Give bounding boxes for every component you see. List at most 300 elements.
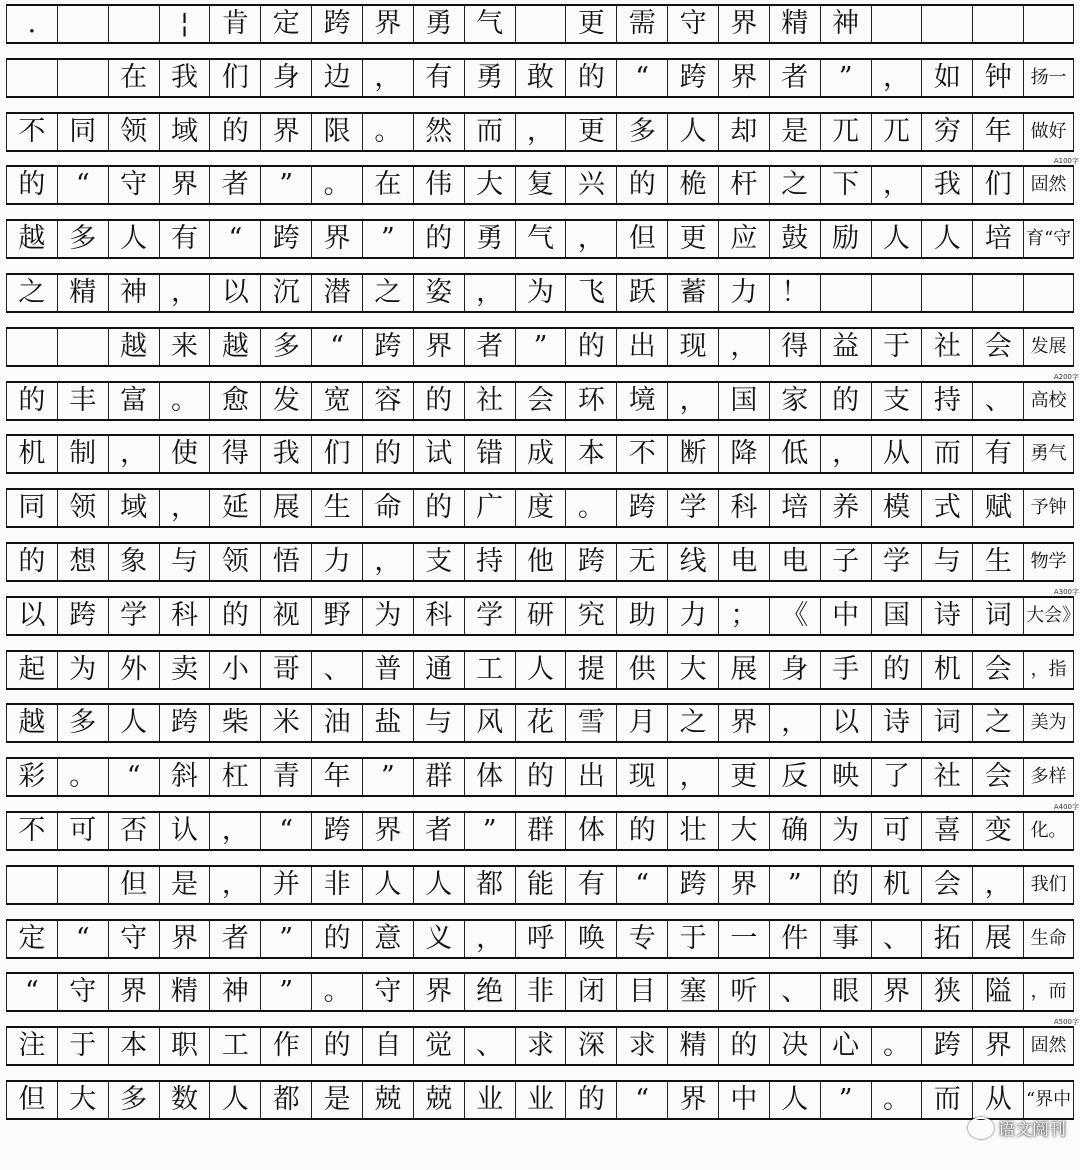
grid-cell: 精 [57, 275, 108, 311]
text-row [6, 542, 1074, 582]
grid-cell: 守 [362, 974, 413, 1010]
grid-cell: 以 [209, 275, 260, 311]
grid-cell: 展 [718, 652, 769, 688]
grid-cell: 是 [159, 867, 210, 903]
grid-cell: 唤 [565, 921, 616, 957]
grid-cell: “ [6, 974, 57, 1010]
grid-cell: ，指 [1023, 652, 1074, 688]
grid-cell: 展 [260, 490, 311, 526]
text-row [6, 381, 1074, 421]
word-count-mark: A100字 [1053, 157, 1079, 166]
grid-cell: 映 [820, 759, 871, 795]
grid-cell [6, 867, 57, 903]
grid-cell: 持 [921, 383, 972, 419]
grid-cell: 眼 [820, 974, 871, 1010]
text-row [6, 919, 1074, 959]
grid-cell: 域 [159, 114, 210, 150]
grid-cell: 的 [616, 167, 667, 203]
grid-cell: 之 [972, 705, 1023, 741]
grid-cell: 于 [667, 921, 718, 957]
grid-cell: 而 [921, 436, 972, 472]
grid-cell: “ [616, 867, 667, 903]
grid-cell: 之 [769, 167, 820, 203]
grid-cell: 都 [464, 867, 515, 903]
grid-cell: 一 [718, 921, 769, 957]
grid-cell: 研 [515, 598, 566, 634]
grid-cell: 手 [820, 652, 871, 688]
grid-cell: 社 [921, 759, 972, 795]
grid-cell: 越 [108, 329, 159, 365]
grid-cell: 于 [57, 1028, 108, 1064]
grid-cell: 者 [413, 813, 464, 849]
grid-cell: 彩 [6, 759, 57, 795]
grid-cell: 求 [515, 1028, 566, 1064]
grid-cell: 的 [413, 383, 464, 419]
grid-cell: ， [718, 329, 769, 365]
grid-cell: 延 [209, 490, 260, 526]
grid-cell: 但 [6, 1082, 57, 1118]
grid-cell: 青 [260, 759, 311, 795]
grid-cell: 赋 [972, 490, 1023, 526]
grid-cell: 反 [769, 759, 820, 795]
grid-cell: 兢 [413, 1082, 464, 1118]
grid-cell: 家 [769, 383, 820, 419]
grid-cell: 确 [769, 813, 820, 849]
grid-cell: 培 [769, 490, 820, 526]
grid-cell: 越 [6, 221, 57, 257]
grid-cell: 壮 [667, 813, 718, 849]
grid-cell: 社 [464, 383, 515, 419]
grid-cell: ” [260, 921, 311, 957]
grid-cell: 是 [311, 1082, 362, 1118]
text-row [6, 327, 1074, 367]
grid-cell: 普 [362, 652, 413, 688]
grid-cell: ， [108, 436, 159, 472]
grid-cell: 喜 [921, 813, 972, 849]
grid-cell: 科 [159, 598, 210, 634]
grid-cell: 视 [260, 598, 311, 634]
grid-cell [57, 6, 108, 42]
grid-cell: ” [260, 974, 311, 1010]
text-row [6, 596, 1074, 636]
grid-cell: 界 [718, 60, 769, 96]
grid-cell: ” [362, 221, 413, 257]
grid-cell: 盐 [362, 705, 413, 741]
grid-cell: 《 [769, 598, 820, 634]
grid-cell: 通 [413, 652, 464, 688]
grid-cell: 都 [260, 1082, 311, 1118]
grid-cell: ， [209, 867, 260, 903]
grid-cell: 穷 [921, 114, 972, 150]
grid-cell: 的 [362, 436, 413, 472]
grid-cell: 、 [311, 652, 362, 688]
wechat-icon [968, 1117, 994, 1139]
grid-cell [921, 6, 972, 42]
watermark [968, 1115, 1066, 1140]
grid-cell: 勇气 [1023, 436, 1074, 472]
grid-cell: ； [718, 598, 769, 634]
grid-cell: 机 [6, 436, 57, 472]
grid-cell: 不 [616, 436, 667, 472]
grid-cell: 姿 [413, 275, 464, 311]
grid-cell: ” [362, 759, 413, 795]
grid-cell: 听 [718, 974, 769, 1010]
grid-cell: 肯 [209, 6, 260, 42]
grid-cell: 否 [108, 813, 159, 849]
grid-cell: 的 [413, 490, 464, 526]
grid-cell: 化。 [1023, 813, 1074, 849]
grid-cell: 中 [820, 598, 871, 634]
grid-cell: 自 [362, 1028, 413, 1064]
grid-cell: 哥 [260, 652, 311, 688]
title-row [6, 4, 1074, 44]
grid-cell: “ [108, 759, 159, 795]
grid-cell: ， [464, 275, 515, 311]
grid-cell: 者 [464, 329, 515, 365]
grid-cell: 工 [464, 652, 515, 688]
text-row [6, 757, 1074, 797]
grid-cell: 者 [209, 921, 260, 957]
grid-cell: 宽 [311, 383, 362, 419]
grid-cell: 的 [6, 544, 57, 580]
grid-cell: 无 [616, 544, 667, 580]
grid-cell: 社 [921, 329, 972, 365]
grid-cell: 桅 [667, 167, 718, 203]
grid-cell: 觉 [413, 1028, 464, 1064]
grid-cell: 之 [6, 275, 57, 311]
grid-cell: 神 [108, 275, 159, 311]
text-row [6, 273, 1074, 313]
grid-cell: 子 [820, 544, 871, 580]
grid-cell: ” [515, 329, 566, 365]
grid-cell [1023, 275, 1074, 311]
grid-cell: 从 [871, 436, 922, 472]
grid-cell: 柴 [209, 705, 260, 741]
grid-cell: 闭 [565, 974, 616, 1010]
grid-cell: 电 [718, 544, 769, 580]
grid-cell: 。 [311, 167, 362, 203]
grid-cell: 勇 [413, 6, 464, 42]
grid-cell: 悟 [260, 544, 311, 580]
grid-cell: 培 [972, 221, 1023, 257]
grid-cell: “ [209, 221, 260, 257]
grid-cell: 界 [159, 921, 210, 957]
text-row [6, 1080, 1074, 1120]
grid-cell: 学 [667, 490, 718, 526]
grid-cell: 持 [464, 544, 515, 580]
text-row [6, 488, 1074, 528]
grid-cell: 励 [820, 221, 871, 257]
grid-cell: 多 [108, 1082, 159, 1118]
grid-cell: 不 [6, 114, 57, 150]
grid-cell: 心 [820, 1028, 871, 1064]
grid-cell: ， [565, 221, 616, 257]
grid-cell: ， [667, 759, 718, 795]
grid-cell: 限 [311, 114, 362, 150]
grid-cell: 雪 [565, 705, 616, 741]
grid-cell: 的 [209, 114, 260, 150]
grid-cell: 认 [159, 813, 210, 849]
grid-cell: 精 [769, 6, 820, 42]
grid-cell: 命 [362, 490, 413, 526]
grid-cell: 飞 [565, 275, 616, 311]
grid-cell: 跨 [362, 329, 413, 365]
grid-cell: 的 [209, 598, 260, 634]
grid-cell: 并 [260, 867, 311, 903]
grid-cell: 的 [718, 1028, 769, 1064]
grid-cell: 于 [871, 329, 922, 365]
grid-cell: 作 [260, 1028, 311, 1064]
grid-cell: 斜 [159, 759, 210, 795]
grid-cell: 力 [718, 275, 769, 311]
grid-cell: 钟 [972, 60, 1023, 96]
grid-cell: 制 [57, 436, 108, 472]
grid-cell: 会 [515, 383, 566, 419]
grid-cell: 的 [871, 652, 922, 688]
grid-cell: 富 [108, 383, 159, 419]
grid-cell: 、 [871, 921, 922, 957]
grid-cell: 生 [311, 490, 362, 526]
grid-cell: 跃 [616, 275, 667, 311]
text-row [6, 165, 1074, 205]
grid-cell: 度 [515, 490, 566, 526]
watermark-text: 语文阅刊 [998, 1120, 1066, 1140]
grid-cell: 究 [565, 598, 616, 634]
grid-cell: 养 [820, 490, 871, 526]
grid-cell: 。 [57, 759, 108, 795]
grid-cell: 以 [820, 705, 871, 741]
grid-cell: 守 [667, 6, 718, 42]
grid-cell: “ [260, 813, 311, 849]
grid-cell: “界中 [1023, 1082, 1074, 1118]
grid-cell: ” [769, 867, 820, 903]
grid-cell: 界 [311, 221, 362, 257]
grid-cell: 物学 [1023, 544, 1074, 580]
grid-cell: 鼓 [769, 221, 820, 257]
grid-cell: “ [616, 1082, 667, 1118]
grid-cell: 得 [209, 436, 260, 472]
grid-cell: 丰 [57, 383, 108, 419]
grid-cell: 更 [718, 759, 769, 795]
grid-cell: 广 [464, 490, 515, 526]
grid-cell: 人 [209, 1082, 260, 1118]
grid-cell: 风 [464, 705, 515, 741]
grid-cell: 有 [565, 867, 616, 903]
grid-cell: 不 [6, 813, 57, 849]
grid-cell: 同 [57, 114, 108, 150]
grid-cell: 会 [972, 329, 1023, 365]
grid-cell: 界 [871, 974, 922, 1010]
grid-cell: 发 [260, 383, 311, 419]
grid-cell: 他 [515, 544, 566, 580]
grid-cell: 多样 [1023, 759, 1074, 795]
grid-cell: 的 [6, 167, 57, 203]
grid-cell: 为 [362, 598, 413, 634]
grid-cell: 职 [159, 1028, 210, 1064]
grid-cell: ， [972, 867, 1023, 903]
grid-cell: 沉 [260, 275, 311, 311]
text-row [6, 811, 1074, 851]
grid-cell: 领 [108, 114, 159, 150]
grid-cell: . [6, 6, 57, 42]
grid-cell: 。 [311, 974, 362, 1010]
grid-cell: 断 [667, 436, 718, 472]
grid-cell: 能 [515, 867, 566, 903]
grid-cell: 做好 [1023, 114, 1074, 150]
grid-cell: 兀 [871, 114, 922, 150]
grid-cell: 义 [413, 921, 464, 957]
grid-cell: ， [362, 60, 413, 96]
grid-cell: 人 [108, 705, 159, 741]
grid-cell: 。 [871, 1082, 922, 1118]
grid-cell: 兀 [820, 114, 871, 150]
grid-cell: 边 [311, 60, 362, 96]
grid-cell: 。 [565, 490, 616, 526]
grid-cell: 气 [515, 221, 566, 257]
grid-cell: 我 [921, 167, 972, 203]
grid-cell: 人 [769, 1082, 820, 1118]
grid-cell: 人 [871, 221, 922, 257]
grid-cell: 在 [108, 60, 159, 96]
grid-cell: 了 [871, 759, 922, 795]
grid-cell: 体 [464, 759, 515, 795]
text-row [6, 219, 1074, 259]
grid-cell: 之 [667, 705, 718, 741]
grid-cell: 敢 [515, 60, 566, 96]
grid-cell: 错 [464, 436, 515, 472]
grid-cell: 决 [769, 1028, 820, 1064]
grid-cell: 本 [108, 1028, 159, 1064]
grid-cell: 月 [616, 705, 667, 741]
grid-cell: 人 [413, 867, 464, 903]
grid-cell: ， [820, 436, 871, 472]
grid-cell: 跨 [667, 867, 718, 903]
grid-cell: ” [820, 60, 871, 96]
grid-cell: 越 [209, 329, 260, 365]
grid-cell: 跨 [311, 813, 362, 849]
grid-cell: 中 [718, 1082, 769, 1118]
grid-cell: 但 [108, 867, 159, 903]
text-row [6, 703, 1074, 743]
grid-cell: 杆 [718, 167, 769, 203]
grid-cell: 词 [921, 705, 972, 741]
grid-cell: 界 [413, 329, 464, 365]
grid-cell: 国 [871, 598, 922, 634]
grid-cell: 诗 [871, 705, 922, 741]
grid-cell: ，而 [1023, 974, 1074, 1010]
grid-cell: 而 [921, 1082, 972, 1118]
grid-cell: 群 [515, 813, 566, 849]
grid-cell [6, 60, 57, 96]
grid-cell: ， [209, 813, 260, 849]
grid-cell: 与 [413, 705, 464, 741]
grid-cell [1023, 6, 1074, 42]
grid-cell: 卖 [159, 652, 210, 688]
grid-cell: 大会》 [1023, 598, 1074, 634]
grid-cell: 年 [972, 114, 1023, 150]
grid-cell: ， [159, 490, 210, 526]
grid-cell: 想 [57, 544, 108, 580]
grid-cell: 学 [871, 544, 922, 580]
grid-cell: 外 [108, 652, 159, 688]
grid-cell: 大 [718, 813, 769, 849]
grid-cell: 守 [108, 921, 159, 957]
grid-cell: 的 [616, 813, 667, 849]
grid-cell: ¦ [159, 6, 210, 42]
grid-cell [57, 329, 108, 365]
grid-cell: 精 [667, 1028, 718, 1064]
grid-cell: 定 [6, 921, 57, 957]
grid-cell: 非 [515, 974, 566, 1010]
grid-cell: 塞 [667, 974, 718, 1010]
grid-cell: 守 [57, 974, 108, 1010]
grid-cell: 界 [413, 974, 464, 1010]
grid-cell: 固然 [1023, 1028, 1074, 1064]
grid-cell: 深 [565, 1028, 616, 1064]
grid-cell: 生命 [1023, 921, 1074, 957]
grid-cell: 扬一 [1023, 60, 1074, 96]
grid-cell: 展 [972, 921, 1023, 957]
grid-cell: ， [464, 921, 515, 957]
grid-cell: 多 [57, 705, 108, 741]
grid-cell: 应 [718, 221, 769, 257]
grid-cell [871, 6, 922, 42]
grid-cell: 的 [565, 1082, 616, 1118]
grid-cell: 有 [413, 60, 464, 96]
grid-cell: 的 [311, 1028, 362, 1064]
grid-cell: 大 [667, 652, 718, 688]
grid-cell: 界 [260, 114, 311, 150]
grid-cell: 界 [718, 867, 769, 903]
grid-cell: 同 [6, 490, 57, 526]
grid-cell: 勇 [464, 60, 515, 96]
grid-cell: 。 [362, 114, 413, 150]
grid-cell: 现 [667, 329, 718, 365]
grid-cell: 力 [667, 598, 718, 634]
grid-cell: 件 [769, 921, 820, 957]
text-row [6, 434, 1074, 474]
grid-cell: 界 [972, 1028, 1023, 1064]
grid-cell [972, 275, 1023, 311]
text-row [6, 650, 1074, 690]
grid-cell: 年 [311, 759, 362, 795]
grid-cell: 跨 [667, 60, 718, 96]
text-row [6, 58, 1074, 98]
text-row [6, 1026, 1074, 1066]
grid-cell: 需 [616, 6, 667, 42]
grid-cell: 环 [565, 383, 616, 419]
grid-cell: 拓 [921, 921, 972, 957]
grid-cell: 有 [159, 221, 210, 257]
grid-cell: 支 [413, 544, 464, 580]
grid-cell: 领 [57, 490, 108, 526]
grid-cell: 精 [159, 974, 210, 1010]
grid-cell: 、 [769, 974, 820, 1010]
grid-cell: 与 [159, 544, 210, 580]
grid-cell: 容 [362, 383, 413, 419]
grid-cell [108, 6, 159, 42]
grid-cell: 人 [667, 114, 718, 150]
grid-cell: 的 [515, 759, 566, 795]
grid-cell: 身 [769, 652, 820, 688]
grid-cell: 愈 [209, 383, 260, 419]
grid-cell: 从 [972, 1082, 1023, 1118]
grid-cell: 之 [362, 275, 413, 311]
grid-cell: 供 [616, 652, 667, 688]
grid-cell: 目 [616, 974, 667, 1010]
grid-cell: ， [769, 705, 820, 741]
grid-cell: 降 [718, 436, 769, 472]
